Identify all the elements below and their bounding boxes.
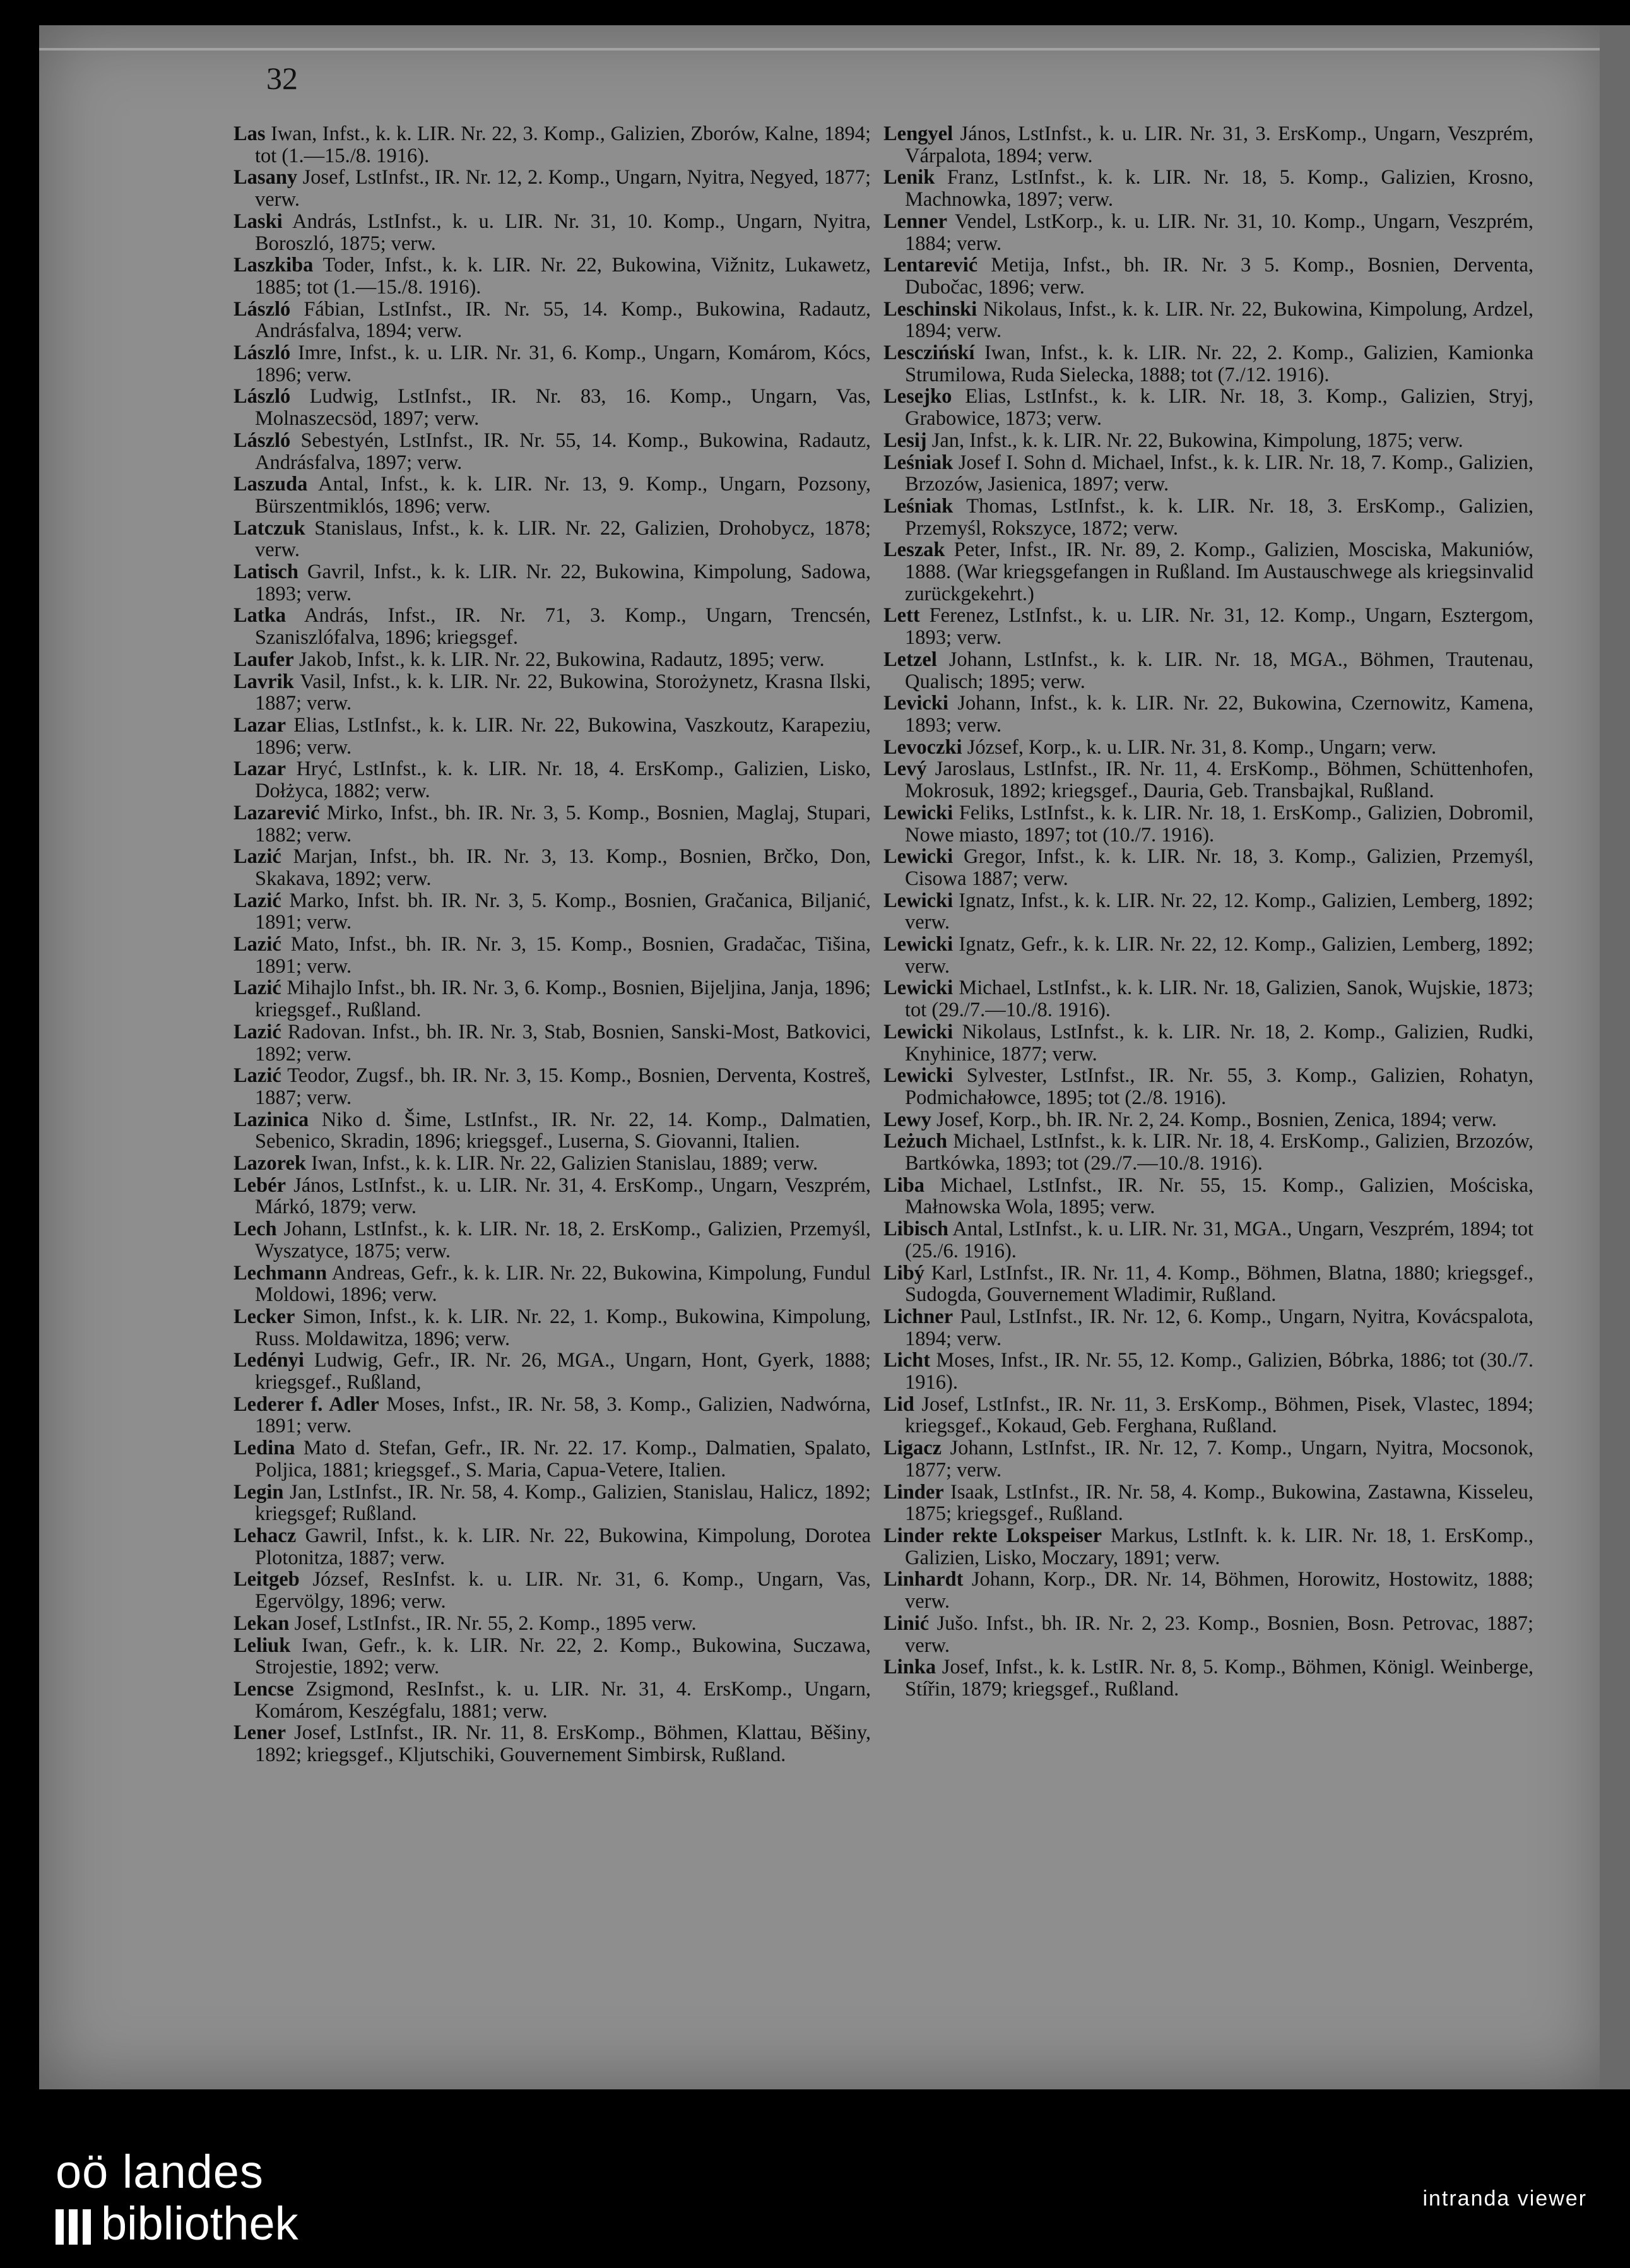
register-entry [883, 496, 1533, 539]
entry-surname: Lazić [233, 1064, 281, 1088]
register-entry [233, 1218, 871, 1262]
register-entry [883, 1109, 1533, 1131]
entry-surname: Lazić [233, 977, 281, 1000]
register-entry [883, 737, 1533, 759]
entry-surname: László [233, 429, 291, 452]
entry-surname: Lecker [233, 1305, 295, 1328]
entry-details: József, ResInfst. k. u. LIR. Nr. 31, 6. Komp., Ungarn, Vas, Egervölgy, 1896; verw. [255, 1568, 871, 1613]
register-entry [233, 1437, 871, 1481]
register-entry [233, 123, 871, 167]
entry-details: Gregor, Infst., k. k. LIR. Nr. 18, 3. Komp., Galizien, Przemyśl, Cisowa 1887; verw. [905, 845, 1533, 890]
entry-details: Fábian, LstInfst., IR. Nr. 55, 14. Komp., Bukowina, Radautz, Andrásfalva, 1894; verw. [255, 297, 871, 343]
entry-surname: Leszak [883, 538, 945, 562]
entry-details: Nikolaus, LstInfst., k. k. LIR. Nr. 18, 2. Komp., Galizien, Rudki, Knyhinice, 1877; verw. [905, 1020, 1533, 1066]
entry-surname: Lewicki [883, 1020, 954, 1043]
entry-surname: Lederer f. Adler [233, 1392, 379, 1416]
entry-surname: Levoczki [883, 735, 962, 759]
viewer-footer [0, 2134, 1630, 2268]
register-entry [883, 342, 1533, 386]
register-entry [233, 386, 871, 429]
entry-details: Vasil, Infst., k. k. LIR. Nr. 22, Bukowina, Storożynetz, Krasna Ilski, 1887; verw. [255, 670, 871, 715]
entry-surname: Lasany [233, 166, 298, 189]
entry-details: Zsigmond, ResInfst., k. u. LIR. Nr. 31, 4. ErsKomp., Ungarn, Komárom, Keszégfalu, 1881; verw. [255, 1677, 871, 1723]
entry-surname: Leśniak [883, 494, 954, 518]
entry-surname: Lentarević [883, 254, 978, 277]
entry-details: Ferenez, LstInfst., k. u. LIR. Nr. 31, 12. Komp., Ungarn, Esztergom, 1893; verw. [905, 604, 1534, 650]
entry-details: Josef, Korp., bh. IR. Nr. 2, 24. Komp., Bosnien, Zenica, 1894; verw. [936, 1108, 1497, 1131]
entry-details: Johann, LstInfst., k. k. LIR. Nr. 18, 2. ErsKomp., Galizien, Przemyśl, Wyszatyce, 1875; verw. [255, 1218, 871, 1262]
entry-surname: Lewicki [883, 801, 954, 824]
register-entry [233, 802, 871, 846]
entry-details: Isaak, LstInfst., IR. Nr. 58, 4. Komp., Bukowina, Zastawna, Kisseleu, 1875; kriegsgef., Rußland. [905, 1480, 1534, 1526]
entry-details: Johann, Korp., DR. Nr. 14, Böhmen, Horowitz, Hostowitz, 1888; verw. [905, 1568, 1533, 1613]
entry-details: Karl, LstInfst., IR. Nr. 11, 4. Komp., Böhmen, Blatna, 1880; kriegsgef., Sudogda, Gouvernement Wladimir, Rußland. [905, 1261, 1533, 1307]
entry-surname: Lazinica [233, 1108, 309, 1131]
entry-details: Johann, LstInfst., IR. Nr. 12, 7. Komp., Ungarn, Nyitra, Mocsonok, 1877; verw. [905, 1437, 1533, 1481]
entry-details: Josef, LstInfst., IR. Nr. 11, 3. ErsKomp., Böhmen, Pisek, Vlastec, 1894; kriegsgef., Kokaud, Geb. Ferghana, Rußland. [905, 1392, 1534, 1438]
register-entry [883, 649, 1533, 692]
register-entry [233, 1262, 871, 1306]
entry-surname: Lencse [233, 1677, 294, 1701]
entry-details: Teodor, Zugsf., bh. IR. Nr. 3, 15. Komp., Bosnien, Derventa, Kostreš, 1887; verw. [255, 1064, 871, 1109]
entry-surname: Lazarević [233, 801, 320, 824]
entry-surname: László [233, 385, 291, 408]
register-entry [233, 1722, 871, 1766]
entry-surname: Lewicki [883, 845, 954, 869]
entry-surname: Lazić [233, 933, 281, 956]
register-entry [233, 1350, 871, 1393]
entry-details: Sebestyén, LstInfst., IR. Nr. 55, 14. Komp., Bukowina, Radautz, Andrásfalva, 1897; verw. [255, 429, 871, 474]
entry-surname: Lazar [233, 757, 286, 781]
entry-details: Josef I. Sohn d. Michael, Infst., k. k. LIR. Nr. 18, 7. Komp., Galizien, Brzozów, Jasienica, 1897; verw. [905, 451, 1534, 496]
register-entry [233, 977, 871, 1021]
entry-details: Mirko, Infst., bh. IR. Nr. 3, 5. Komp., Bosnien, Maglaj, Stupari, 1882; verw. [255, 801, 871, 846]
entry-details: Johann, LstInfst., k. k. LIR. Nr. 18, MGA., Böhmen, Trautenau, Qualisch; 1895; verw. [905, 648, 1534, 693]
entry-details: Gawril, Infst., k. k. LIR. Nr. 22, Bukowina, Kimpolung, Dorotea Plotonitza, 1887; verw. [255, 1524, 871, 1569]
register-entry [233, 167, 871, 210]
page-edge [1600, 25, 1630, 2089]
register-entry [883, 605, 1533, 648]
register-entry [233, 1109, 871, 1153]
entry-details: János, LstInfst., k. u. LIR. Nr. 31, 3. ErsKomp., Ungarn, Veszprém, Várpalota, 1894; verw. [905, 122, 1533, 167]
entry-details: Franz, LstInfst., k. k. LIR. Nr. 18, 5. Komp., Galizien, Krosno, Machnowka, 1897; verw. [905, 166, 1533, 211]
register-entry [883, 452, 1533, 496]
register-entry [883, 1525, 1533, 1569]
entry-surname: Lavrik [233, 670, 294, 693]
register-entry [883, 890, 1533, 934]
register-entry [233, 1635, 871, 1678]
entry-details: János, LstInfst., k. u. LIR. Nr. 31, 4. ErsKomp., Ungarn, Veszprém, Márkó, 1879; verw. [255, 1173, 871, 1219]
entry-details: Iwan, Infst., k. k. LIR. Nr. 22, 3. Komp., Galizien, Zborów, Kalne, 1894; tot (1.—15./8. 1916). [255, 122, 871, 167]
register-entry [233, 254, 871, 298]
entry-surname: Lewy [883, 1108, 931, 1131]
register-entry [883, 846, 1533, 889]
entry-surname: Legin [233, 1480, 284, 1504]
entry-details: Metija, Infst., bh. IR. Nr. 3 5. Komp., Bosnien, Derventa, Dubočac, 1896; verw. [905, 254, 1533, 299]
entry-surname: Lech [233, 1218, 277, 1241]
register-entry [233, 1569, 871, 1612]
entry-surname: Latczuk [233, 516, 305, 540]
register-entry [883, 123, 1533, 167]
entry-details: Marko, Infst. bh. IR. Nr. 3, 5. Komp., Bosnien, Gračanica, Biljanić, 1891; verw. [255, 889, 871, 934]
entry-surname: Lesczińskí [883, 341, 975, 365]
entry-details: Jaroslaus, LstInfst., IR. Nr. 11, 4. ErsKomp., Böhmen, Schüttenhofen, Mokrosuk, 1892; kriegsgef., Dauria, Geb. Transbajkal, Rußland. [905, 757, 1534, 803]
entry-surname: Ledényi [233, 1349, 304, 1372]
entry-surname: Linić [883, 1612, 930, 1635]
entry-surname: Lesij [883, 429, 927, 452]
entry-details: Josef, LstInfst., IR. Nr. 12, 2. Komp., Ungarn, Nyitra, Negyed, 1877; verw. [255, 166, 871, 211]
entry-details: Toder, Infst., k. k. LIR. Nr. 22, Bukowina, Vižnitz, Lukawetz, 1885; tot (1.—15./8. 1916). [255, 254, 871, 299]
entry-surname: Letzel [883, 648, 937, 671]
entry-surname: Latisch [233, 561, 298, 584]
entry-surname: Lazić [233, 889, 281, 912]
entry-surname: Leżuch [883, 1130, 948, 1153]
entry-details: József, Korp., k. u. LIR. Nr. 31, 8. Komp., Ungarn; verw. [967, 735, 1437, 759]
entry-surname: Lid [883, 1392, 914, 1416]
register-entry [233, 715, 871, 758]
entry-surname: Libisch [883, 1218, 948, 1241]
register-entry [883, 386, 1533, 429]
entry-details: Imre, Infst., k. u. LIR. Nr. 31, 6. Komp., Ungarn, Komárom, Kócs, 1896; verw. [255, 341, 871, 386]
entry-details: Ludwig, LstInfst., IR. Nr. 83, 16. Komp., Ungarn, Vas, Molnaszecsöd, 1897; verw. [255, 385, 871, 430]
entry-details: Josef, Infst., k. k. LstIR. Nr. 8, 5. Komp., Böhmen, Königl. Weinberge, Stířin, 1879; kriegsgef., Rußland. [905, 1656, 1534, 1701]
register-entry [233, 1153, 871, 1175]
register-entry [883, 1175, 1533, 1218]
register-entry [883, 167, 1533, 210]
brand-logo-line2: bibliothek [101, 2197, 298, 2250]
register-entry [233, 758, 871, 802]
entry-surname: Linder [883, 1480, 944, 1504]
entry-details: Iwan, Infst., k. k. LIR. Nr. 22, 2. Komp., Galizien, Kamionka Strumilowa, Ruda Sielecka, 1888; tot (7./12. 1916). [905, 341, 1533, 386]
entry-details: Peter, Infst., IR. Nr. 89, 2. Komp., Galizien, Mosciska, Makuniów, 1888. (War kriegsgefangen in Rußland. Im Austauschwege als kriegsinvalid zurückgekehrt.) [905, 538, 1534, 605]
entry-surname: Lewicki [883, 977, 954, 1000]
register-entry [233, 1525, 871, 1569]
register-entry [233, 1613, 871, 1635]
entry-details: Thomas, LstInfst., k. k. LIR. Nr. 18, 3. ErsKomp., Galizien, Przemyśl, Rokszyce, 1872; verw. [905, 494, 1533, 540]
entry-surname: Lazić [233, 845, 281, 869]
entry-details: Paul, LstInfst., IR. Nr. 12, 6. Komp., Ungarn, Nyitra, Kovácspalota, 1894; verw. [905, 1305, 1533, 1350]
brand-logo-bars-icon [56, 2209, 91, 2245]
entry-details: Antal, Infst., k. k. LIR. Nr. 13, 9. Komp., Ungarn, Pozsony, Bürszentmiklós, 1896; verw. [255, 473, 871, 518]
entry-details: Ignatz, Gefr., k. k. LIR. Nr. 22, 12. Komp., Galizien, Lemberg, 1892; verw. [905, 933, 1534, 978]
left-column [233, 123, 871, 1766]
entry-surname: Lewicki [883, 889, 954, 912]
entry-surname: Laszkiba [233, 254, 314, 277]
entry-details: Mato, Infst., bh. IR. Nr. 3, 15. Komp., Bosnien, Gradačac, Tišina, 1891; verw. [255, 933, 871, 978]
entry-details: Mato d. Stefan, Gefr., IR. Nr. 22. 17. Komp., Dalmatien, Spalato, Poljica, 1881; kriegsgef., S. Maria, Capua-Vetere, Italien. [255, 1437, 871, 1481]
register-entry [883, 1437, 1533, 1481]
entry-details: Feliks, LstInfst., k. k. LIR. Nr. 18, 1. ErsKomp., Galizien, Dobromil, Nowe miasto, 1897; tot (10./7. 1916). [905, 801, 1533, 846]
entry-details: Marjan, Infst., bh. IR. Nr. 3, 13. Komp., Bosnien, Brčko, Don, Skakava, 1892; verw. [255, 845, 871, 890]
entry-surname: Lazorek [233, 1152, 306, 1175]
register-entry [883, 299, 1533, 342]
register-entry [883, 1569, 1533, 1612]
entry-surname: Lazić [233, 1020, 281, 1043]
register-entry [883, 1021, 1533, 1065]
entry-details: András, LstInfst., k. u. LIR. Nr. 31, 10. Komp., Ungarn, Nyitra, Boroszló, 1875; verw. [255, 210, 871, 255]
entry-details: Antal, LstInfst., k. u. LIR. Nr. 31, MGA., Ungarn, Veszprém, 1894; tot (25./6. 1916). [905, 1218, 1533, 1262]
register-entry [883, 802, 1533, 846]
entry-details: Mihajlo Infst., bh. IR. Nr. 3, 6. Komp., Bosnien, Bijeljina, Janja, 1896; kriegsgef., Rußland. [255, 977, 871, 1022]
register-entry [233, 934, 871, 977]
entry-details: Elias, LstInfst., k. k. LIR. Nr. 22, Bukowina, Vaszkoutz, Karapeziu, 1896; verw. [255, 713, 871, 759]
entry-surname: Lengyel [883, 122, 954, 145]
entry-surname: Leśniak [883, 451, 954, 474]
register-entry [883, 934, 1533, 977]
register-entry [883, 1656, 1533, 1700]
entry-surname: Lenik [883, 166, 935, 189]
entry-surname: Lewicki [883, 1064, 954, 1088]
entry-surname: Lebér [233, 1173, 286, 1197]
register-entry [883, 430, 1533, 452]
entry-surname: Linhardt [883, 1568, 964, 1591]
register-entry [233, 671, 871, 715]
right-column [883, 123, 1533, 1701]
entry-surname: Latka [233, 604, 286, 627]
entry-surname: Ligacz [883, 1437, 942, 1460]
entry-details: Stanislaus, Infst., k. k. LIR. Nr. 22, Galizien, Drohobycz, 1878; verw. [255, 516, 871, 562]
register-entry [883, 1065, 1533, 1108]
entry-details: Iwan, Gefr., k. k. LIR. Nr. 22, 2. Komp., Bukowina, Suczawa, Strojestie, 1892; verw. [255, 1634, 871, 1679]
entry-details: Moses, Infst., IR. Nr. 58, 3. Komp., Galizien, Nadwórna, 1891; verw. [255, 1392, 871, 1438]
entry-details: Elias, LstInfst., k. k. LIR. Nr. 18, 3. Komp., Galizien, Stryj, Grabowice, 1873; verw. [905, 385, 1534, 430]
entry-surname: Laszuda [233, 473, 308, 496]
entry-details: András, Infst., IR. Nr. 71, 3. Komp., Ungarn, Trencsén, Szaniszlófalva, 1896; kriegsgef. [255, 604, 871, 650]
register-entry [233, 430, 871, 473]
entry-surname: László [233, 297, 291, 321]
register-entry [883, 1394, 1533, 1437]
entry-details: Moses, Infst., IR. Nr. 55, 12. Komp., Galizien, Bóbrka, 1886; tot (30./7. 1916). [905, 1349, 1533, 1394]
entry-details: Ignatz, Infst., k. k. LIR. Nr. 22, 12. Komp., Galizien, Lemberg, 1892; verw. [905, 889, 1533, 934]
register-entry [233, 211, 871, 254]
entry-details: Josef, LstInfst., IR. Nr. 55, 2. Komp., 1895 verw. [294, 1612, 697, 1635]
entry-surname: Linka [883, 1656, 936, 1679]
entry-surname: Lenner [883, 210, 948, 233]
register-entry [233, 1065, 871, 1108]
entry-details: Michael, LstInfst., k. k. LIR. Nr. 18, Galizien, Sanok, Wujskie, 1873; tot (29./7.—10./8. 1916). [905, 977, 1534, 1022]
viewer-label: intranda viewer [1422, 2187, 1587, 2211]
entry-details: Jakob, Infst., k. k. LIR. Nr. 22, Bukowina, Radautz, 1895; verw. [298, 648, 825, 671]
register-entry [233, 1306, 871, 1350]
register-entry [883, 1262, 1533, 1306]
register-entry [883, 1306, 1533, 1350]
register-entry [883, 539, 1533, 605]
entry-surname: Levicki [883, 692, 948, 715]
register-entry [883, 758, 1533, 802]
entry-surname: Liba [883, 1173, 925, 1197]
register-entry [883, 977, 1533, 1021]
register-entry [233, 1394, 871, 1437]
register-entry [233, 1175, 871, 1218]
entry-surname: Lewicki [883, 933, 954, 956]
entry-details: Markus, LstInft. k. k. LIR. Nr. 18, 1. ErsKomp., Galizien, Lisko, Moczary, 1891; verw. [905, 1524, 1533, 1569]
entry-details: Johann, Infst., k. k. LIR. Nr. 22, Bukowina, Czernowitz, Kamena, 1893; verw. [905, 692, 1533, 737]
entry-details: Nikolaus, Infst., k. k. LIR. Nr. 22, Bukowina, Kimpolung, Ardzel, 1894; verw. [905, 297, 1533, 343]
register-entry [233, 1021, 871, 1065]
register-entry [233, 561, 871, 605]
entry-surname: Lener [233, 1721, 286, 1745]
register-entry [233, 1481, 871, 1525]
entry-details: Sylvester, LstInfst., IR. Nr. 55, 3. Komp., Galizien, Rohatyn, Podmichałowce, 1895; tot (2./8. 1916). [905, 1064, 1534, 1109]
entry-details: Iwan, Infst., k. k. LIR. Nr. 22, Galizien Stanislau, 1889; verw. [311, 1152, 818, 1175]
register-entry [883, 1350, 1533, 1393]
entry-surname: Lekan [233, 1612, 290, 1635]
entry-details: Michael, LstInfst., k. k. LIR. Nr. 18, 4. ErsKomp., Galizien, Brzozów, Bartkówka, 1893; tot (29./7.—10./8. 1916). [905, 1130, 1534, 1175]
register-entry [233, 1678, 871, 1722]
entry-details: Jan, LstInfst., IR. Nr. 58, 4. Komp., Galizien, Stanislau, Halicz, 1892; kriegsgef; Rußland. [255, 1480, 871, 1526]
register-entry [233, 299, 871, 342]
entry-details: Simon, Infst., k. k. LIR. Nr. 22, 1. Komp., Bukowina, Kimpolung, Russ. Moldawitza, 1896; verw. [255, 1305, 871, 1350]
entry-details: Jušo. Infst., bh. IR. Nr. 2, 23. Komp., Bosnien, Bosn. Petrovac, 1887; verw. [905, 1612, 1533, 1657]
entry-details: Ludwig, Gefr., IR. Nr. 26, MGA., Ungarn, Hont, Gyerk, 1888; kriegsgef., Rußland, [255, 1349, 871, 1394]
entry-details: Jan, Infst., k. k. LIR. Nr. 22, Bukowina, Kimpolung, 1875; verw. [931, 429, 1463, 452]
register-entry [883, 211, 1533, 254]
entry-surname: Leitgeb [233, 1568, 300, 1591]
entry-surname: Licht [883, 1349, 931, 1372]
entry-surname: Lechmann [233, 1261, 328, 1285]
register-entry [233, 890, 871, 934]
entry-surname: Lett [883, 604, 920, 627]
entry-details: Hryć, LstInfst., k. k. LIR. Nr. 18, 4. ErsKomp., Galizien, Lisko, Dołżyca, 1882; verw. [255, 757, 871, 803]
register-entry [233, 649, 871, 671]
entry-surname: Lichner [883, 1305, 954, 1328]
entry-surname: Ledina [233, 1437, 295, 1460]
register-entry [883, 692, 1533, 736]
entry-details: Vendel, LstKorp., k. u. LIR. Nr. 31, 10. Komp., Ungarn, Veszprém, 1884; verw. [905, 210, 1533, 255]
entry-surname: Lehacz [233, 1524, 297, 1547]
register-entry [233, 605, 871, 648]
register-entry [233, 518, 871, 561]
page-number: 32 [266, 61, 298, 96]
register-entry [233, 846, 871, 889]
register-entry [883, 1218, 1533, 1262]
entry-details: Andreas, Gefr., k. k. LIR. Nr. 22, Bukowina, Kimpolung, Fundul Moldowi, 1896; verw. [255, 1261, 871, 1307]
entry-details: Radovan. Infst., bh. IR. Nr. 3, Stab, Bosnien, Sanski-Most, Batkovici, 1892; verw. [255, 1020, 871, 1066]
entry-surname: Laufer [233, 648, 294, 671]
entry-surname: László [233, 341, 291, 365]
register-entry [233, 473, 871, 517]
register-entry [883, 1613, 1533, 1656]
register-entry [233, 342, 871, 386]
entry-details: Josef, LstInfst., IR. Nr. 11, 8. ErsKomp., Böhmen, Klattau, Běšiny, 1892; kriegsgef., Kljutschiki, Gouvernement Simbirsk, Rußland. [255, 1721, 871, 1767]
entry-surname: Levý [883, 757, 927, 781]
entry-surname: Laski [233, 210, 283, 233]
entry-surname: Leschinski [883, 297, 977, 321]
entry-surname: Linder rekte Lokspeiser [883, 1524, 1102, 1547]
entry-surname: Leliuk [233, 1634, 291, 1657]
brand-logo-line1: oö landes [56, 2146, 264, 2198]
entry-details: Michael, LstInfst., IR. Nr. 55, 15. Komp., Galizien, Mościska, Małnowska Wola, 1895; verw. [905, 1173, 1534, 1219]
entry-details: Gavril, Infst., k. k. LIR. Nr. 22, Bukowina, Kimpolung, Sadowa, 1893; verw. [255, 561, 871, 605]
entry-details: Niko d. Šime, LstInfst., IR. Nr. 22, 14. Komp., Dalmatien, Sebenico, Skradin, 1896; kriegsgef., Luserna, S. Giovanni, Italien. [255, 1108, 871, 1153]
entry-surname: Las [233, 122, 266, 145]
register-entry [883, 254, 1533, 298]
entry-surname: Libý [883, 1261, 925, 1285]
entry-surname: Lesejko [883, 385, 952, 408]
register-entry [883, 1131, 1533, 1174]
register-entry [883, 1481, 1533, 1525]
entry-surname: Lazar [233, 713, 286, 737]
